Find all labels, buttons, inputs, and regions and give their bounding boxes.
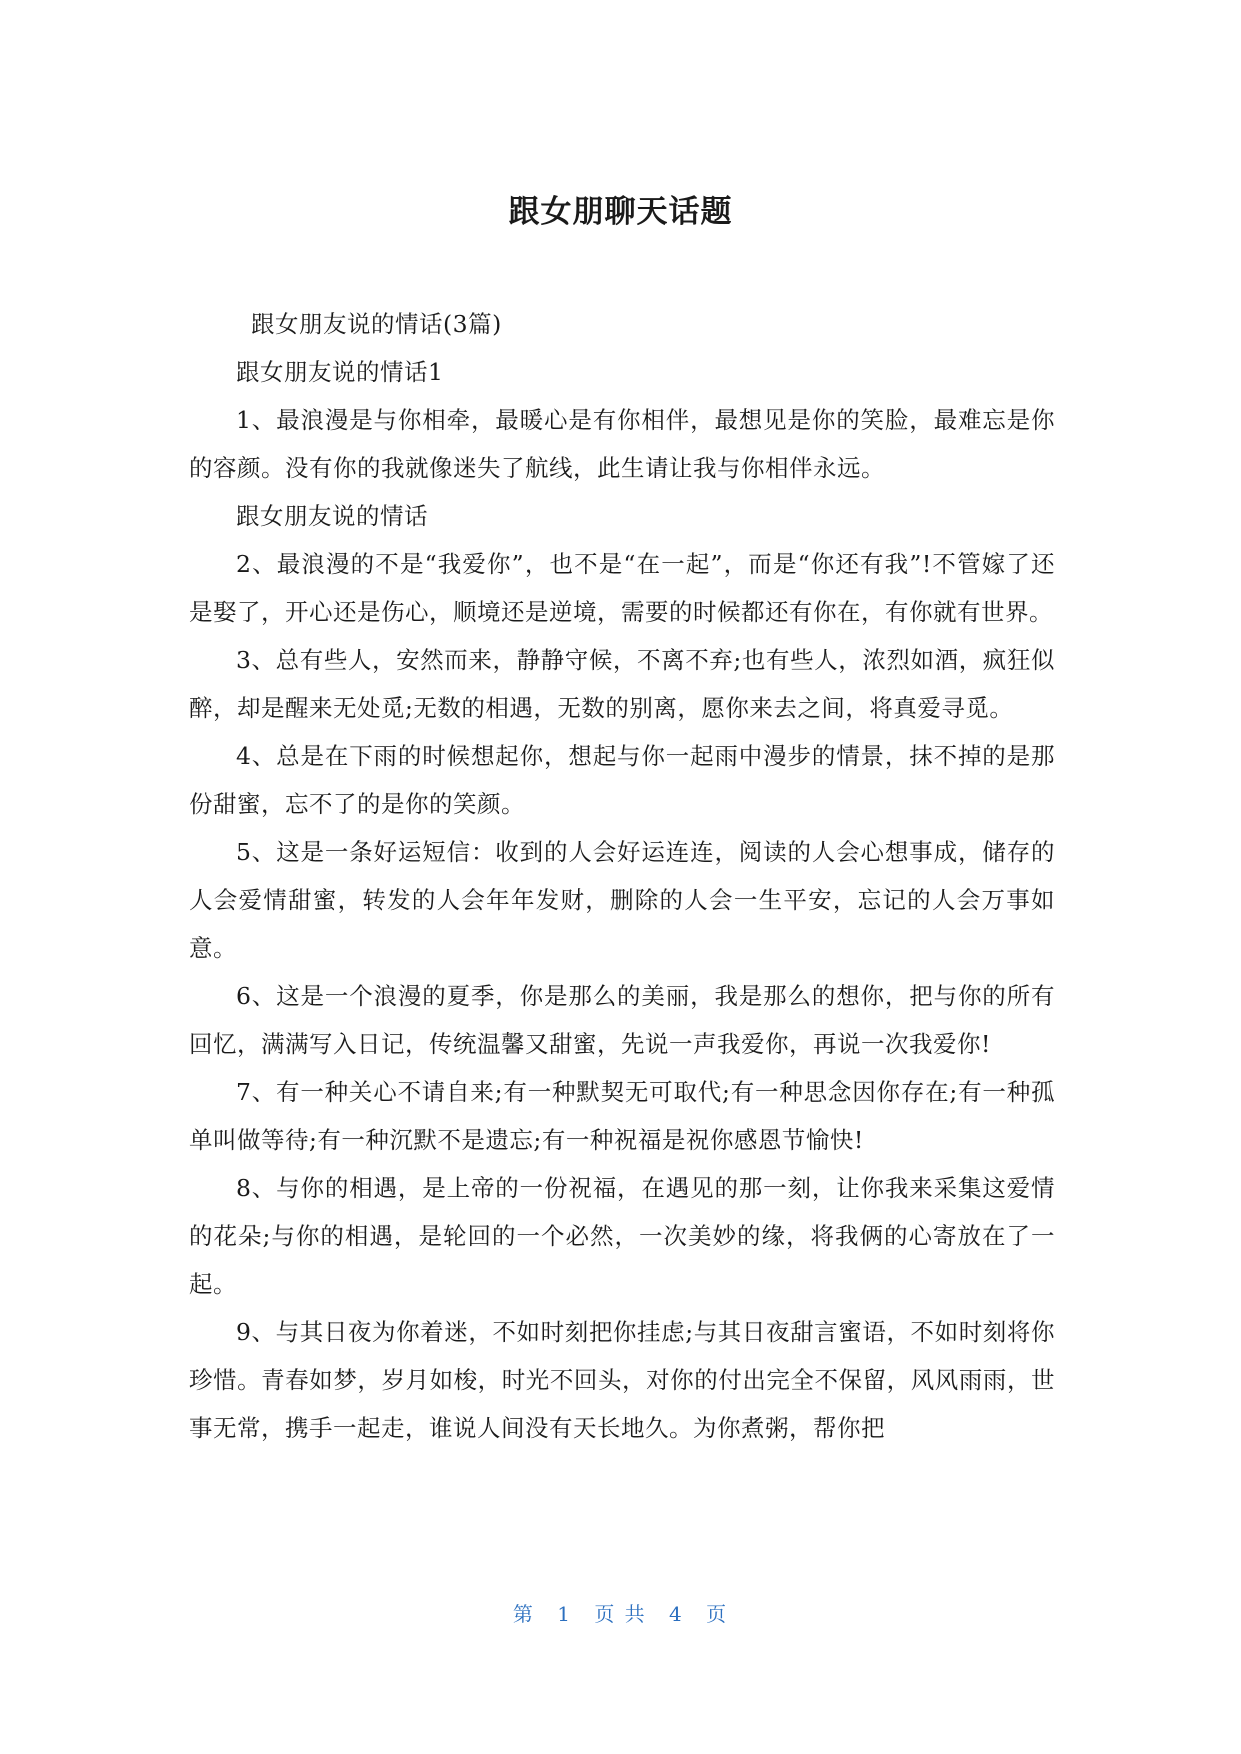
total-pages-number: 4 — [669, 1602, 684, 1626]
section-heading: 跟女朋友说的情话1 — [236, 358, 444, 386]
paragraph: 3、总有些人，安然而来，静静守候，不离不弃;也有些人，浓烈如酒，疯狂似醉，却是醒来无处觅;无数的相遇，无数的别离，愿你来去之间，将真爱寻觅。 — [189, 646, 1055, 722]
section-heading: 跟女朋友说的情话 — [236, 502, 428, 530]
current-page-number: 1 — [557, 1602, 572, 1626]
document-body — [189, 300, 1055, 1452]
footer-label-page: 第 — [512, 1602, 535, 1626]
document-title: 跟女朋聊天话题 — [508, 194, 733, 230]
paragraph: 1、最浪漫是与你相牵，最暖心是有你相伴，最想见是你的笑脸，最难忘是你的容颜。没有你的我就像迷失了航线，此生请让我与你相伴永远。 — [189, 406, 1055, 482]
paragraph: 8、与你的相遇，是上帝的一份祝福，在遇见的那一刻，让你我来采集这爱情的花朵;与你的相遇，是轮回的一个必然，一次美妙的缘，将我俩的心寄放在了一起。 — [189, 1174, 1055, 1298]
paragraph: 2、最浪漫的不是“我爱你”，也不是“在一起”，而是“你还有我”!不管嫁了还是娶了，开心还是伤心，顺境还是逆境，需要的时候都还有你在，有你就有世界。 — [189, 550, 1055, 626]
document-subtitle: 跟女朋友说的情话(3篇) — [251, 310, 502, 338]
paragraph: 7、有一种关心不请自来;有一种默契无可取代;有一种思念因你存在;有一种孤单叫做等待;有一种沉默不是遗忘;有一种祝福是祝你感恩节愉快! — [189, 1078, 1055, 1154]
footer-label-of: 页 共 — [594, 1602, 647, 1626]
paragraph: 5、这是一条好运短信：收到的人会好运连连，阅读的人会心想事成，储存的人会爱情甜蜜，转发的人会年年发财，删除的人会一生平安，忘记的人会万事如意。 — [189, 838, 1055, 962]
page-number-footer — [0, 1598, 1241, 1627]
paragraph: 6、这是一个浪漫的夏季，你是那么的美丽，我是那么的想你，把与你的所有回忆，满满写入日记，传统温馨又甜蜜，先说一声我爱你，再说一次我爱你! — [189, 982, 1055, 1058]
paragraph: 4、总是在下雨的时候想起你，想起与你一起雨中漫步的情景，抹不掉的是那份甜蜜，忘不了的是你的笑颜。 — [189, 742, 1055, 818]
footer-label-pages: 页 — [706, 1602, 729, 1626]
paragraph: 9、与其日夜为你着迷，不如时刻把你挂虑;与其日夜甜言蜜语，不如时刻将你珍惜。青春如梦，岁月如梭，时光不回头，对你的付出完全不保留，风风雨雨，世事无常，携手一起走，谁说人间没有天长地久。为你煮粥，帮你把 — [189, 1318, 1055, 1442]
